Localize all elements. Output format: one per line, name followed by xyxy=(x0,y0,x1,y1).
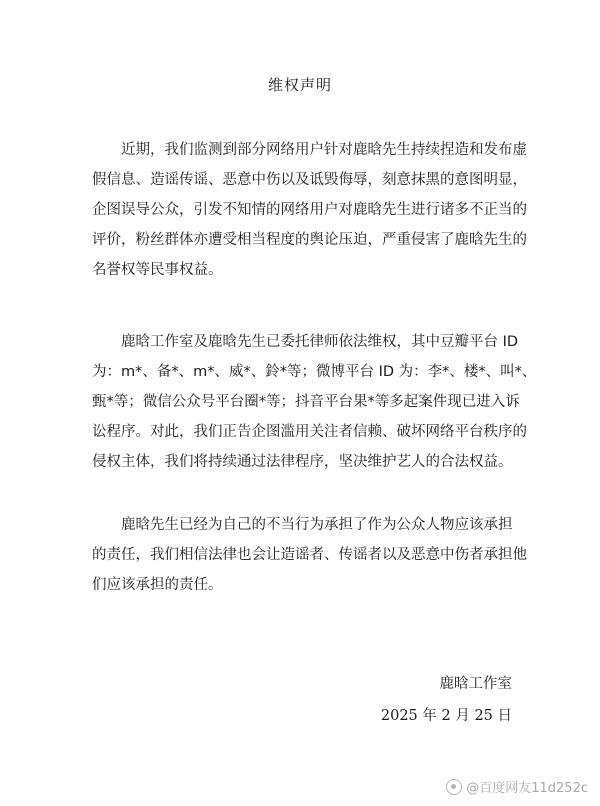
document-title: 维权声明 xyxy=(267,76,332,94)
circle-logo-icon xyxy=(446,779,462,795)
paragraph-1 xyxy=(92,135,527,285)
paragraph-line: 名誉权等民事权益。 xyxy=(92,262,223,278)
watermark-text: @百度网友11d252c xyxy=(466,781,588,796)
paragraph-2 xyxy=(92,327,537,477)
paragraph-line: 侵权主体，我们将持续通过法律程序，坚决维护艺人的合法权益。 xyxy=(92,454,513,470)
paragraph-line: 评价，粉丝群体亦遭受相当程度的舆论压迫，严重侵害了鹿晗先生的 xyxy=(92,232,527,248)
paragraph-line: 鹿晗工作室及鹿晗先生已委托律师依法维权，其中豆瓣平台 ID xyxy=(92,334,519,350)
paragraph-line: 为：m*、备*、m*、威*、鈴*等；微博平台 ID 为：李*、楼*、叫*、 xyxy=(92,364,537,380)
watermark xyxy=(446,777,588,796)
paragraph-line: 假信息、造谣传谣、恶意中伤以及诋毁侮辱，刻意抹黑的意图明显， xyxy=(92,172,527,188)
signature: 鹿晗工作室 xyxy=(439,676,512,692)
paragraph-line: 鹿晗先生已经为自己的不当行为承担了作为公众人物应该承担 xyxy=(92,517,513,533)
paragraph-line: 甄*等；微信公众号平台圈*等；抖音平台果*等多起案件现已进入诉 xyxy=(92,394,520,410)
paragraph-line: 企图误导公众，引发不知情的网络用户对鹿晗先生进行诸多不正当的 xyxy=(92,202,527,218)
paragraph-line: 的责任，我们相信法律也会让造谣者、传谣者以及恶意中伤者承担他 xyxy=(92,547,527,563)
paragraph-line: 近期，我们监测到部分网络用户针对鹿晗先生持续捏造和发布虚 xyxy=(92,142,527,158)
paragraph-line: 们应该承担的责任。 xyxy=(92,577,223,593)
paragraph-3 xyxy=(92,510,527,600)
statement-date: 2025 年 2 月 25 日 xyxy=(380,708,512,724)
paragraph-line: 讼程序。对此，我们正告企图滥用关注者信赖、破坏网络平台秩序的 xyxy=(92,424,527,440)
